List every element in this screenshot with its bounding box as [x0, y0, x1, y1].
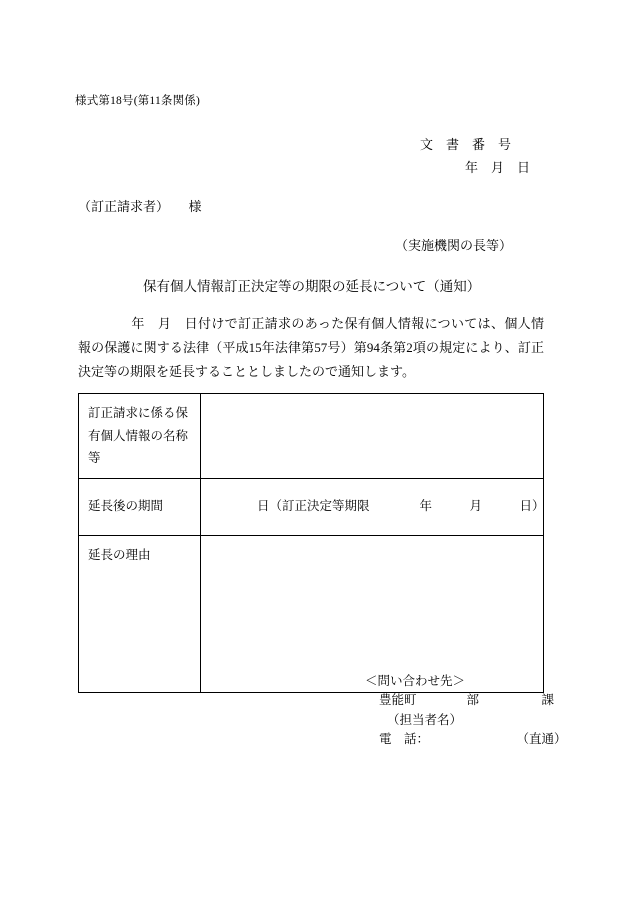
row-label-extended-period: 延長後の期間: [79, 478, 201, 535]
table-row: [79, 535, 544, 692]
table-row: [79, 394, 544, 479]
document-date-line: 年 月 日: [465, 160, 531, 175]
row-value-record-name[interactable]: [201, 394, 544, 479]
contact-block: [365, 672, 567, 750]
contact-person: （担当者名）: [387, 712, 463, 727]
body-paragraph: 年 月 日付けで訂正請求のあった保有個人情報については、個人情報の保護に関する法律（平成15年法律第57号）第94条第2項の規定により、訂正決定等の期限を延長することとしましたので通知します。: [78, 316, 544, 380]
extended-period-text: 日（訂正決定等期限 年 月 日）: [257, 499, 545, 514]
contact-department: 豊能町 部 課: [379, 693, 555, 708]
form-number: 様式第18号(第11条関係): [75, 95, 201, 107]
addressee-line: （訂正請求者） 様: [78, 199, 202, 214]
row-value-reason[interactable]: [201, 535, 544, 692]
notification-table: [78, 393, 544, 693]
contact-phone: 電 話： （直通）: [379, 732, 567, 747]
issuer-line: （実施機関の長等）: [395, 238, 513, 253]
row-label-record-name: 訂正請求に係る保有個人情報の名称等: [79, 394, 201, 479]
page-title: 保有個人情報訂正決定等の期限の延長について（通知）: [143, 279, 481, 294]
document-number-line: 文 書 番 号: [420, 137, 512, 152]
row-label-reason: 延長の理由: [79, 535, 201, 692]
row-value-extended-period[interactable]: [201, 478, 544, 535]
table-row: [79, 478, 544, 535]
contact-heading: ＜問い合わせ先＞: [365, 674, 466, 688]
